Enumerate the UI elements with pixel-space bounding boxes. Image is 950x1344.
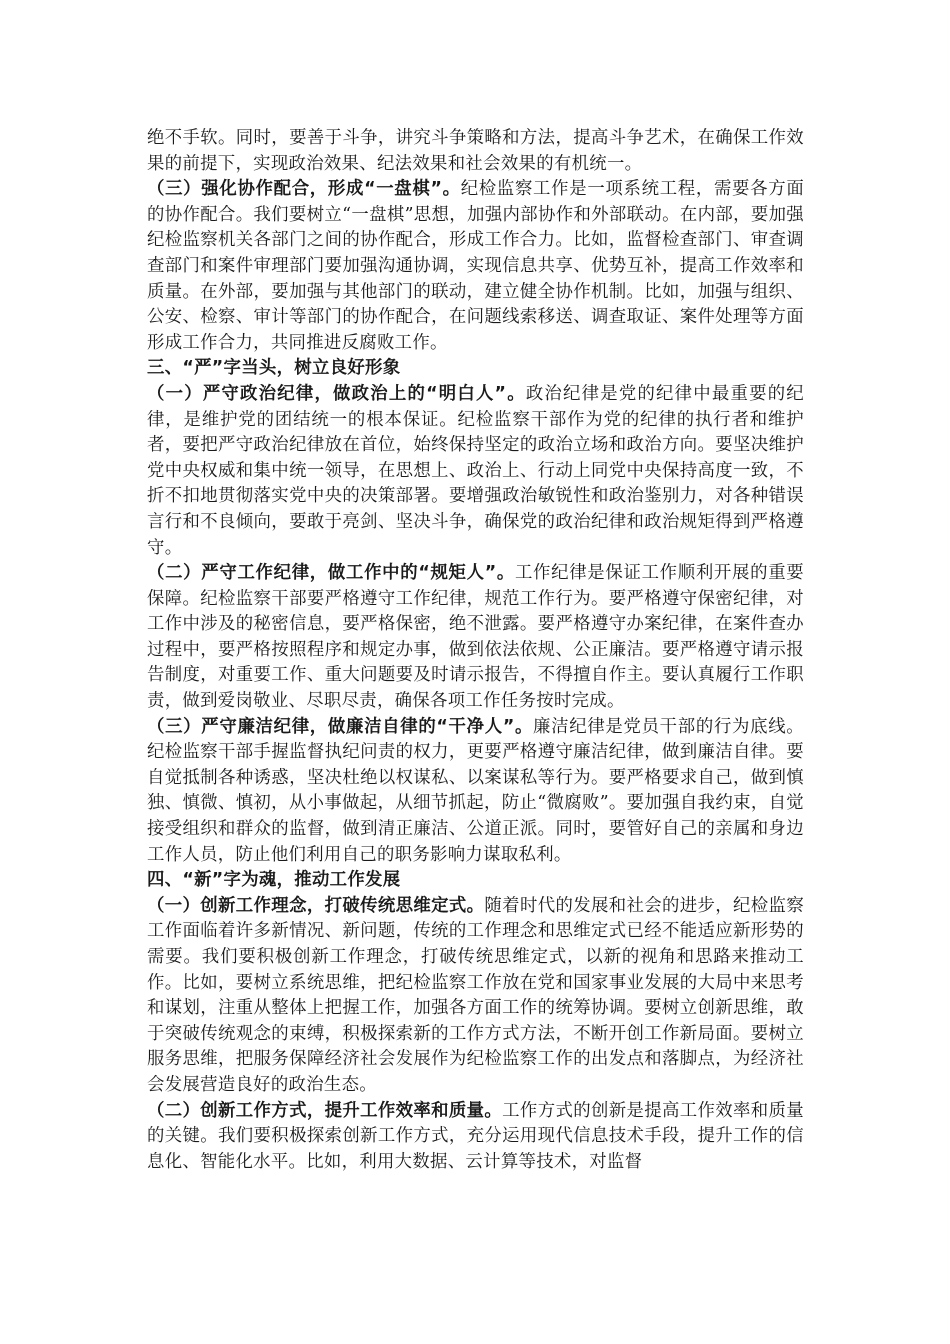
paragraph-lead: （三）严守廉洁纪律，做廉洁自律的“干净人”。 — [147, 716, 534, 737]
paragraph-lead: （二）严守工作纪律，做工作中的“规矩人”。 — [147, 563, 515, 584]
paragraph-body: 随着时代的发展和社会的进步，纪检监察工作面临着许多新情况、新问题，传统的工作理念和思维定式已经不能适应新形势的需要。我们要积极创新工作理念，打破传统思维定式，以新的视角和思路来推动工作。比如，要树立系统思维，把纪检监察工作放在党和国家事业发展的大局中来思考和谋划，注重从整体上把握工作，加强各方面工作的统筹协调。要树立创新思维，敢于突破传统观念的束缚，积极探索新的工作方式方法，不断开创工作新局面。要树立服务思维，把服务保障经济社会发展作为纪检监察工作的出发点和落脚点，为经济社会发展营造良好的政治生态。 — [147, 895, 805, 1095]
paragraph-work-discipline — [147, 561, 804, 715]
section-heading-strict: 三、“严”字当头，树立良好形象 — [147, 358, 401, 379]
paragraph-integrity-discipline — [147, 715, 804, 869]
paragraph-lead: （一）严守政治纪律，做政治上的“明白人”。 — [147, 383, 526, 404]
paragraph-innovate-methods — [147, 1099, 804, 1176]
paragraph-body: 政治纪律是党的纪律中最重要的纪律，是维护党的团结统一的根本保证。纪检监察干部作为党的纪律的执行者和维护者，要把严守政治纪律放在首位，始终保持坚定的政治立场和政治方向。要坚决维护党中央权威和集中统一领导，在思想上、政治上、行动上同党中央保持高度一致，不折不扣地贯彻落实党中央的决策部署。要增强政治敏锐性和政治鉴别力，对各种错误言行和不良倾向，要敢于亮剑、坚决斗争，确保党的政治纪律和政治规矩得到严格遵守。 — [147, 383, 804, 558]
paragraph-political-discipline — [147, 382, 804, 561]
paragraph-lead: （二）创新工作方式，提升工作效率和质量。 — [147, 1100, 503, 1121]
paragraph-collaboration — [147, 177, 804, 356]
paragraph-body: 工作纪律是保证工作顺利开展的重要保障。纪检监察干部要严格遵守工作纪律，规范工作行为。要严格遵守保密纪律，对工作中涉及的秘密信息，要严格保密，绝不泄露。要严格遵守办案纪律，在案件查办过程中，要严格按照程序和规定办事，做到依法依规、公正廉洁。要严格遵守请示报告制度，对重要工作、重大问题要及时请示报告，不得擅自作主。要认真履行工作职责，做到爱岗敬业、尽职尽责，确保各项工作任务按时完成。 — [147, 563, 804, 712]
section-heading-new: 四、“新”字为魂，推动工作发展 — [147, 870, 401, 891]
paragraph-lead: （三）强化协作配合，形成“一盘棋”。 — [147, 179, 461, 200]
paragraph-body: 廉洁纪律是党员干部的行为底线。纪检监察干部手握监督执纪问责的权力，更要严格遵守廉洁纪律，做到廉洁自律。要自觉抵制各种诱惑，坚决杜绝以权谋私、以案谋私等行为。要严格要求自己，做到慎独、慎微、慎初，从小事做起，从细节抓起，防止“微腐败”。要加强自我约束，自觉接受组织和群众的监督，做到清正廉洁、公道正派。同时，要管好自己的亲属和身边工作人员，防止他们利用自己的职务影响力谋取私利。 — [147, 716, 804, 865]
paragraph-body: 纪检监察工作是一项系统工程，需要各方面的协作配合。我们要树立“一盘棋”思想，加强内部协作和外部联动。在内部，要加强纪检监察机关各部门之间的协作配合，形成工作合力。比如，监督检查部门、审查调查部门和案件审理部门要加强沟通协调，实现信息共享、优势互补，提高工作效率和质量。在外部，要加强与其他部门的联动，建立健全协作机制。比如，加强与组织、公安、检察、审计等部门的协作配合，在问题线索移送、调查取证、案件处理等方面形成工作合力，共同推进反腐败工作。 — [147, 179, 805, 353]
document-page — [147, 126, 804, 1175]
paragraph-lead: （一）创新工作理念，打破传统思维定式。 — [147, 895, 485, 916]
paragraph-body: 工作方式的创新是提高工作效率和质量的关键。我们要积极探索创新工作方式，充分运用现代信息技术手段，提升工作的信息化、智能化水平。比如，利用大数据、云计算等技术，对监督 — [147, 1100, 804, 1172]
paragraph-innovate-concepts — [147, 894, 804, 1099]
paragraph-continuation: 绝不手软。同时，要善于斗争，讲究斗争策略和方法，提高斗争艺术，在确保工作效果的前提下，实现政治效果、纪法效果和社会效果的有机统一。 — [147, 128, 804, 174]
